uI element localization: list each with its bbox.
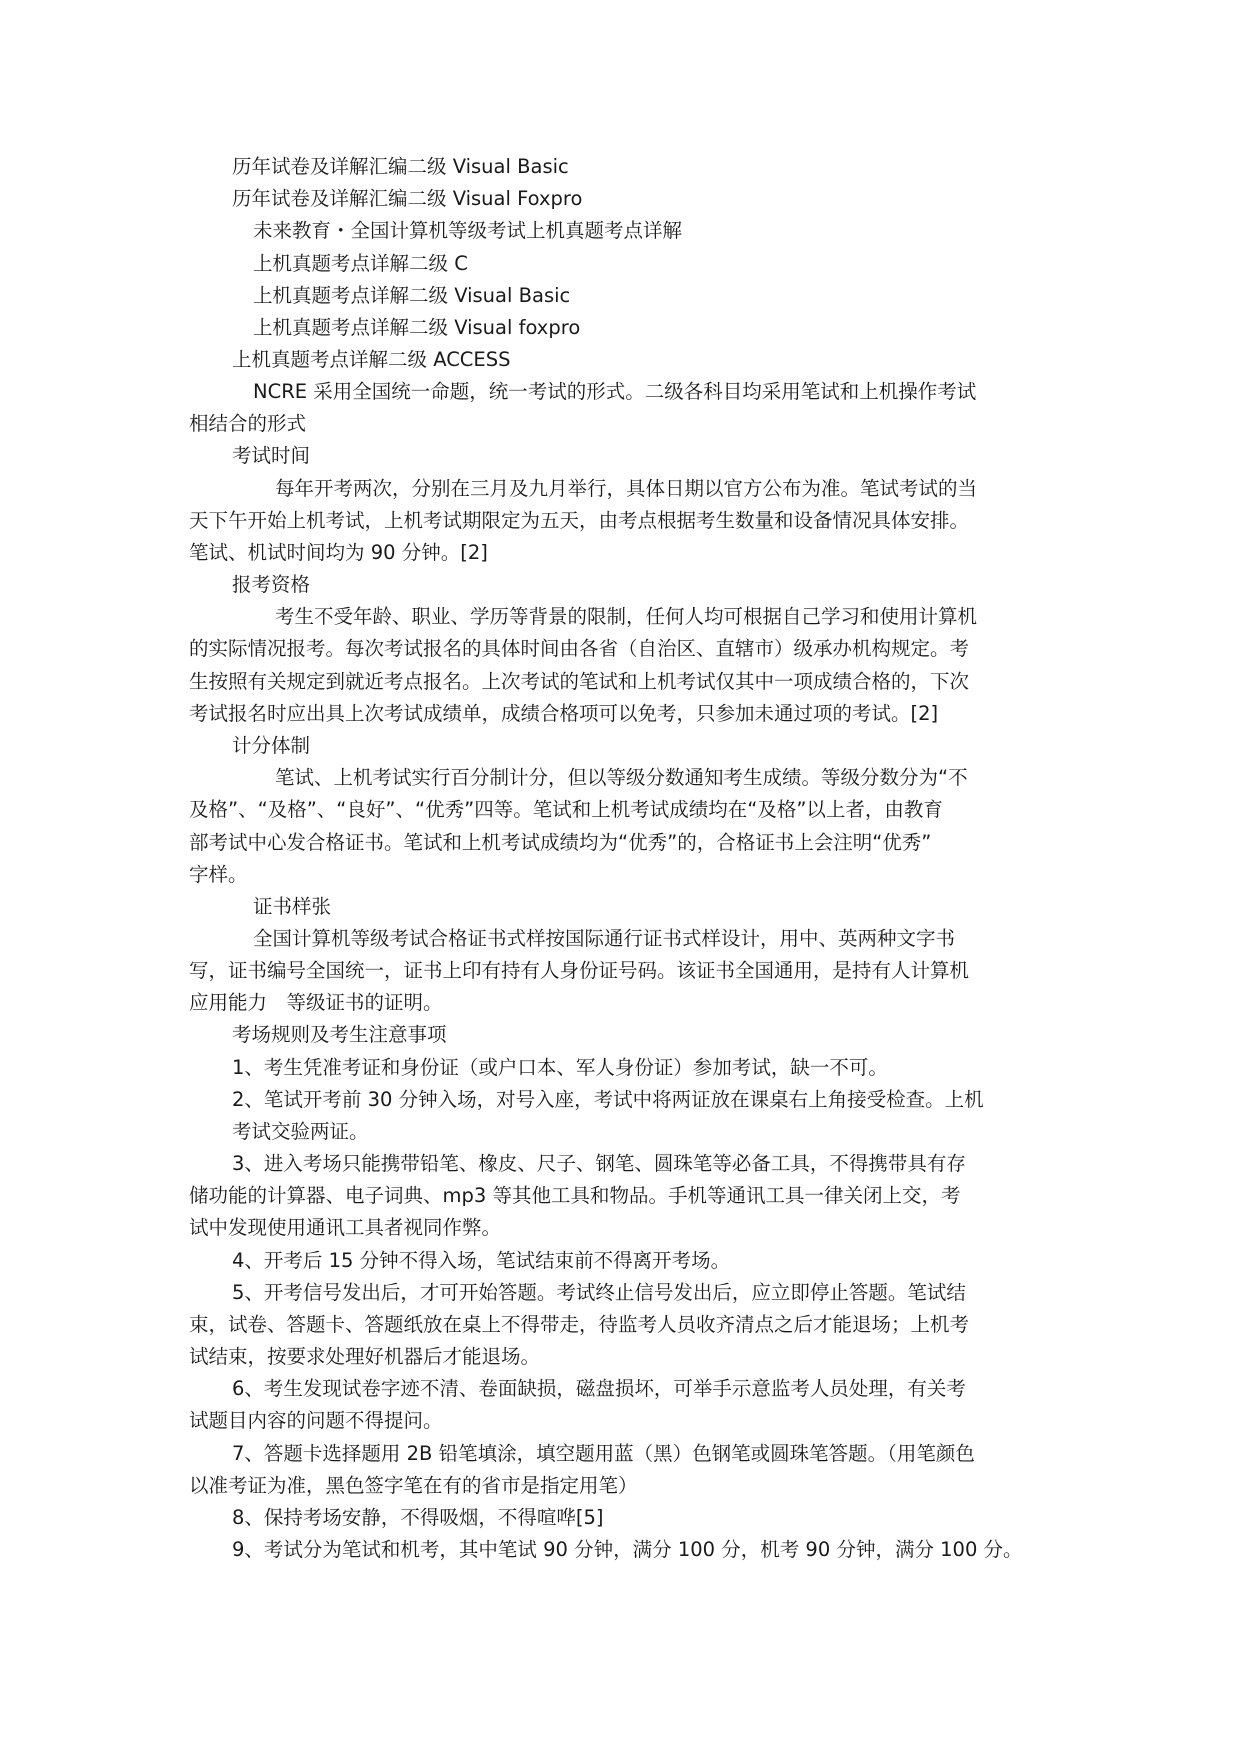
book-list-item: 未来教育・全国计算机等级考试上机真题考点详解 <box>253 219 683 242</box>
intro-line: 相结合的形式 <box>189 412 307 435</box>
book-list-item: 历年试卷及详解汇编二级 Visual Basic <box>232 155 569 178</box>
paragraph-line: 考试报名时应出具上次考试成绩单，成绩合格项可以免考，只参加未通过项的考试。[2] <box>189 702 939 725</box>
rule-line: 考试交验两证。 <box>232 1120 369 1143</box>
paragraph-line: 每年开考两次，分别在三月及九月举行，具体日期以官方公布为准。笔试考试的当 <box>275 477 978 500</box>
book-list-item: 上机真题考点详解二级 ACCESS <box>232 348 511 371</box>
paragraph-line: 考生不受年龄、职业、学历等背景的限制，任何人均可根据自己学习和使用计算机 <box>275 605 978 628</box>
section-heading-exam-time: 考试时间 <box>232 444 311 467</box>
rule-line: 3、进入考场只能携带铅笔、橡皮、尺子、钢笔、圆珠笔等必备工具，不得携带具有存 <box>232 1152 966 1175</box>
paragraph-line: 及格”、“及格”、“良好”、“优秀”四等。笔试和上机考试成绩均在“及格”以上者，由教育 <box>189 798 943 821</box>
paragraph-line: 的实际情况报考。每次考试报名的具体时间由各省（自治区、直辖市）级承办机构规定。考 <box>189 637 970 660</box>
rule-line: 1、考生凭准考证和身份证（或户口本、军人身份证）参加考试，缺一不可。 <box>232 1056 888 1079</box>
paragraph-line: 应用能力 等级证书的证明。 <box>189 991 443 1014</box>
paragraph-line: 字样。 <box>189 863 248 886</box>
rule-line: 6、考生发现试卷字迹不清、卷面缺损，磁盘损坏，可举手示意监考人员处理，有关考 <box>232 1377 966 1400</box>
section-heading-certificate: 证书样张 <box>253 895 332 918</box>
book-list-item: 上机真题考点详解二级 Visual Basic <box>253 284 571 307</box>
book-list-item: 上机真题考点详解二级 Visual foxpro <box>253 316 581 339</box>
paragraph-line: 天下午开始上机考试，上机考试期限定为五天，由考点根据考生数量和设备情况具体安排。 <box>189 509 970 532</box>
book-list-item: 上机真题考点详解二级 C <box>253 252 468 275</box>
rule-line: 9、考试分为笔试和机考，其中笔试 90 分钟，满分 100 分，机考 90 分钟，满分 100 分。 <box>232 1538 1023 1561</box>
rule-line: 2、笔试开考前 30 分钟入场，对号入座，考试中将两证放在课桌右上角接受检查。上机 <box>232 1088 984 1111</box>
rule-line: 试题目内容的问题不得提问。 <box>189 1409 443 1432</box>
rule-line: 4、开考后 15 分钟不得入场，笔试结束前不得离开考场。 <box>232 1249 731 1272</box>
paragraph-line: 笔试、上机考试实行百分制计分，但以等级分数通知考生成绩。等级分数分为“不 <box>275 766 968 789</box>
rule-line: 束，试卷、答题卡、答题纸放在桌上不得带走，待监考人员收齐清点之后才能退场；上机考 <box>189 1313 970 1336</box>
rule-line: 试中发现使用通讯工具者视同作弊。 <box>189 1216 502 1239</box>
rule-line: 7、答题卡选择题用 2B 铅笔填涂，填空题用蓝（黑）色钢笔或圆珠笔答题。（用笔颜色 <box>232 1442 975 1465</box>
paragraph-line: 笔试、机试时间均为 90 分钟。[2] <box>189 541 488 564</box>
book-list-item: 历年试卷及详解汇编二级 Visual Foxpro <box>232 187 583 210</box>
paragraph-line: 部考试中心发合格证书。笔试和上机考试成绩均为“优秀”的，合格证书上会注明“优秀” <box>189 831 932 854</box>
section-heading-eligibility: 报考资格 <box>232 573 311 596</box>
section-heading-scoring: 计分体制 <box>232 734 311 757</box>
rule-line: 8、保持考场安静，不得吸烟，不得喧哗[5] <box>232 1506 604 1529</box>
intro-line: NCRE 采用全国统一命题，统一考试的形式。二级各科目均采用笔试和上机操作考试 <box>253 380 977 403</box>
rule-line: 5、开考信号发出后，才可开始答题。考试终止信号发出后，应立即停止答题。笔试结 <box>232 1281 966 1304</box>
paragraph-line: 全国计算机等级考试合格证书式样按国际通行证书式样设计，用中、英两种文字书 <box>253 927 956 950</box>
section-heading-rules: 考场规则及考生注意事项 <box>232 1023 447 1046</box>
rule-line: 以准考证为准，黑色签字笔在有的省市是指定用笔） <box>189 1474 638 1497</box>
paragraph-line: 生按照有关规定到就近考点报名。上次考试的笔试和上机考试仅其中一项成绩合格的，下次 <box>189 670 970 693</box>
rule-line: 试结束，按要求处理好机器后才能退场。 <box>189 1345 541 1368</box>
paragraph-line: 写，证书编号全国统一，证书上印有持有人身份证号码。该证书全国通用，是持有人计算机 <box>189 959 970 982</box>
rule-line: 储功能的计算器、电子词典、mp3 等其他工具和物品。手机等通讯工具一律关闭上交，考 <box>189 1184 961 1207</box>
